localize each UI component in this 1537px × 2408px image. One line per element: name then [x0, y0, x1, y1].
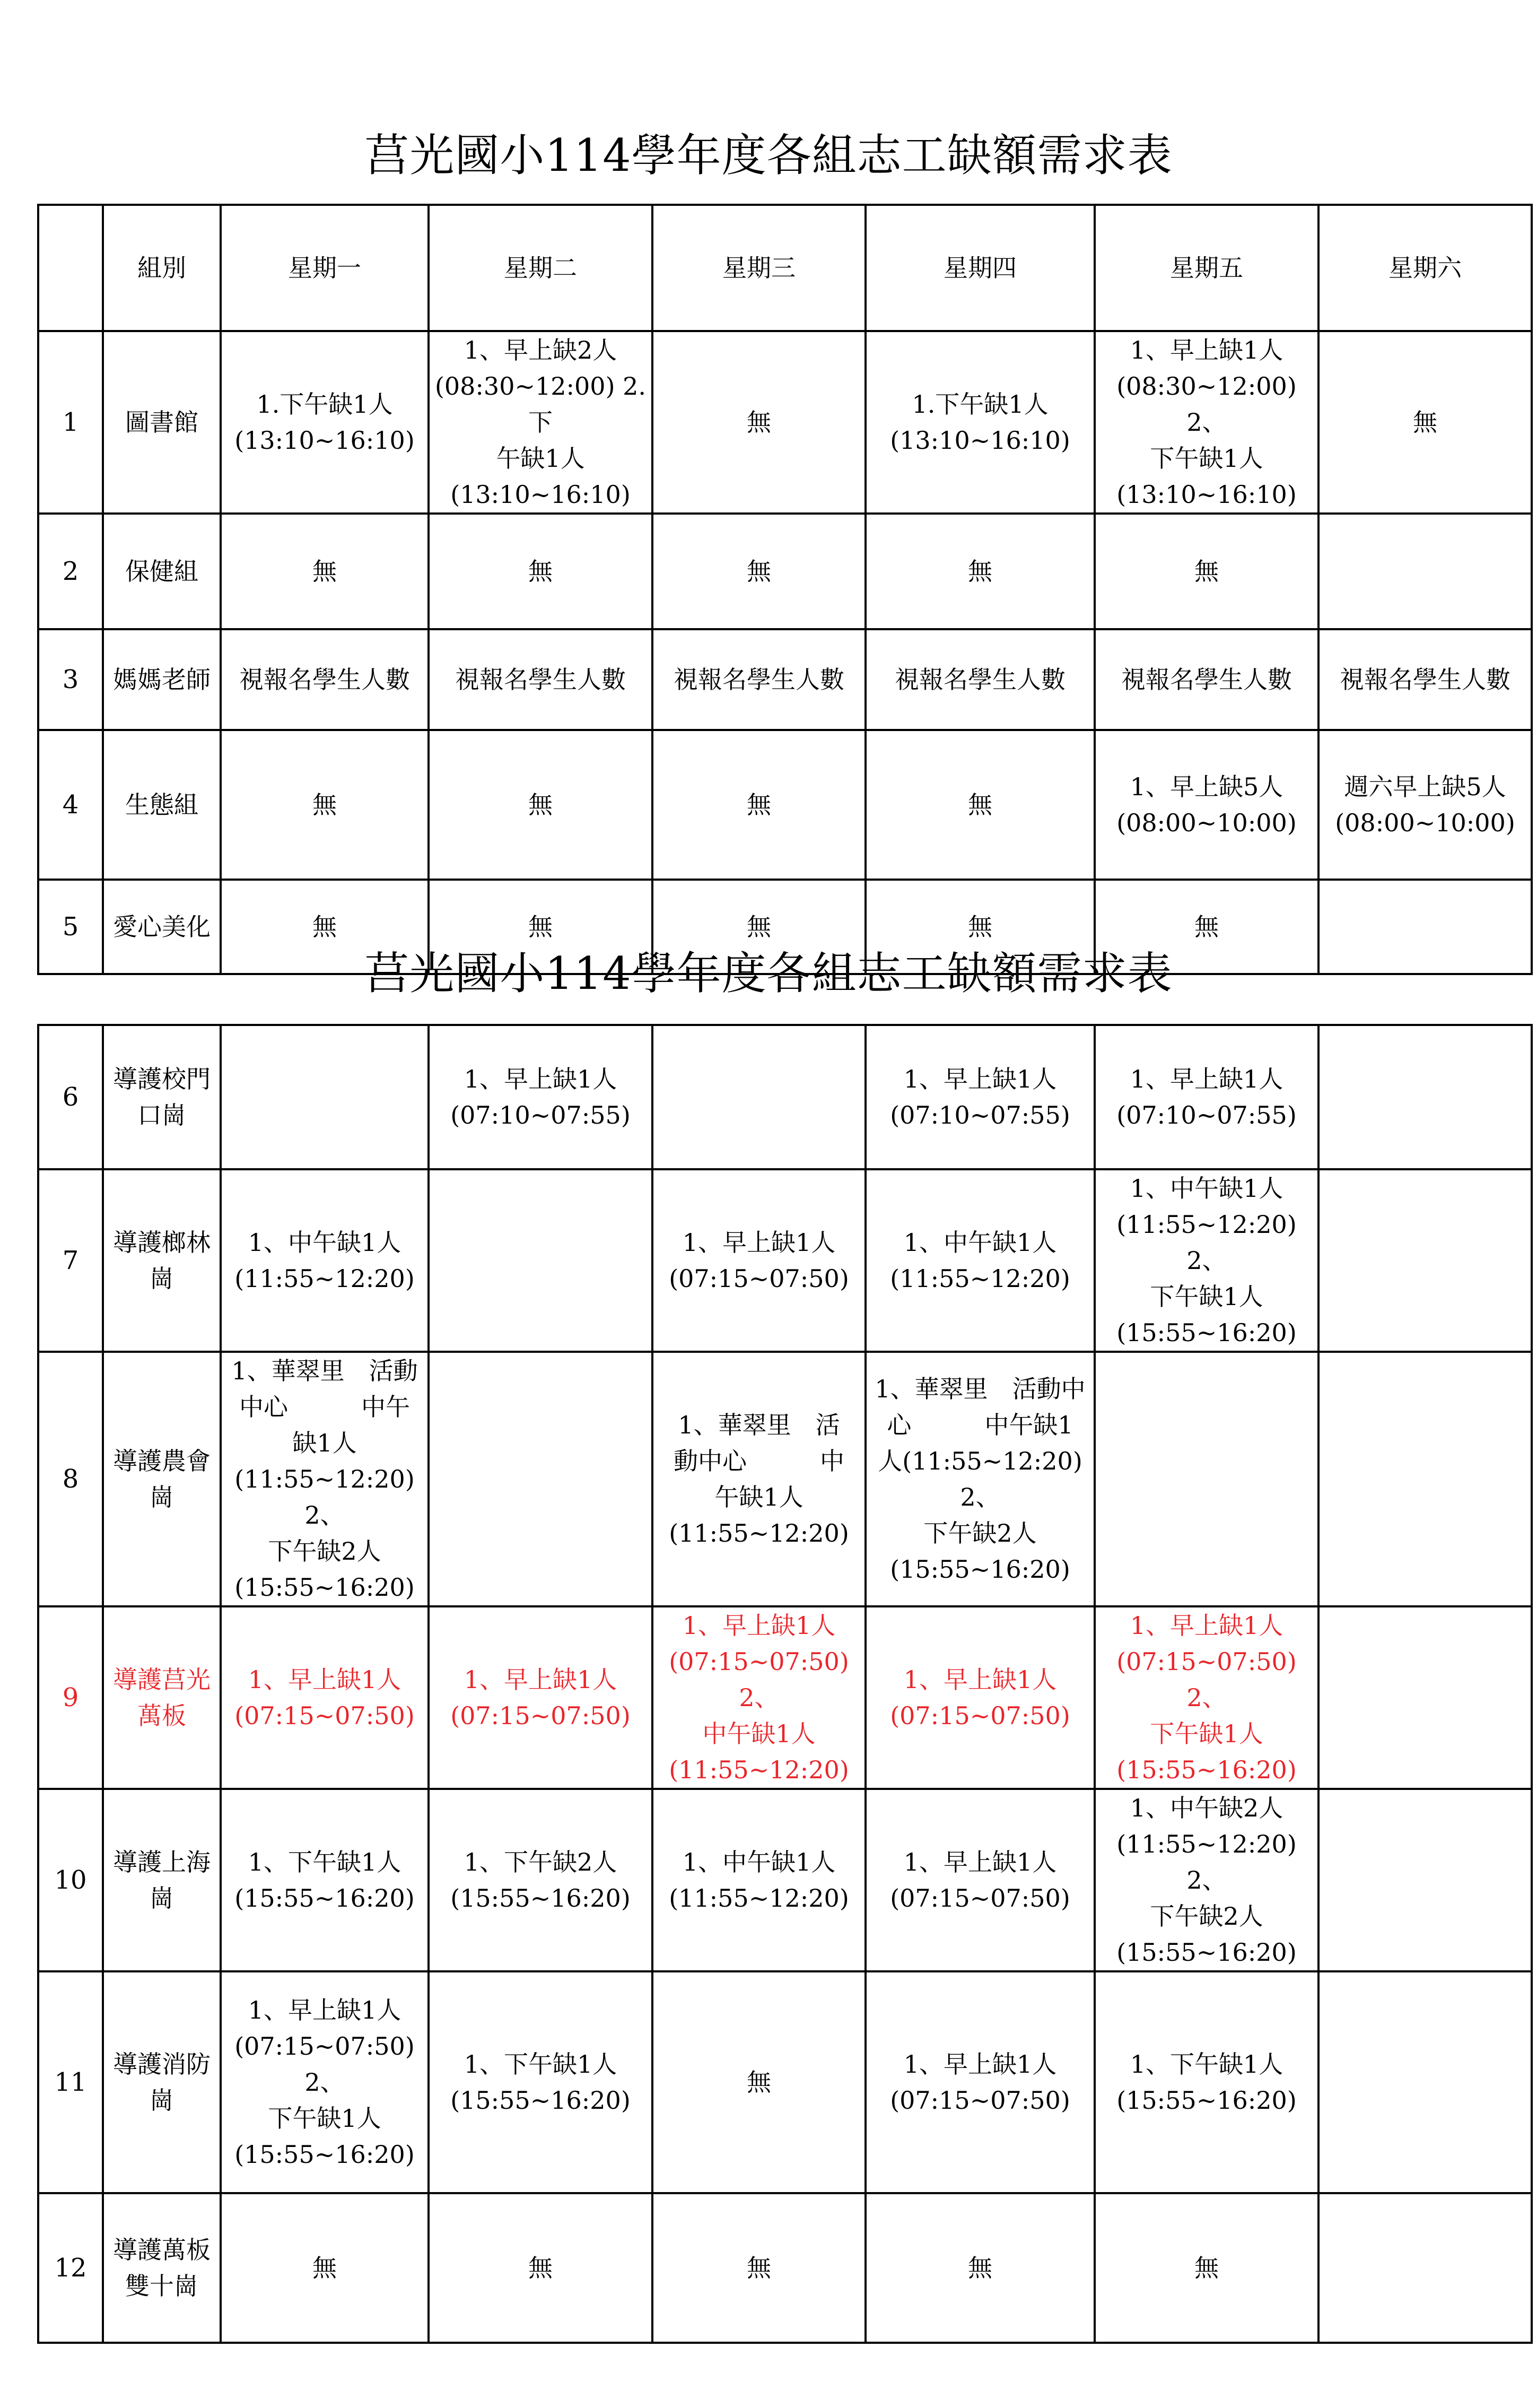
- day-need-text: 視報名學生人數: [1340, 665, 1510, 694]
- day-need-cell: [429, 1025, 652, 1169]
- row-number-cell: 7: [38, 1169, 103, 1352]
- group-name-cell: [103, 1971, 221, 2193]
- day-need-text: 無: [312, 557, 337, 586]
- group-name-text: 導護消防 崗: [113, 2050, 211, 2115]
- day-need-text: 無: [1413, 408, 1437, 437]
- day-need-cell: [429, 629, 652, 730]
- table-row: [38, 1352, 1532, 1606]
- group-name-text: 媽媽老師: [113, 665, 211, 694]
- day-need-text: 1、早上缺1人 (07:15~07:50) 2、 下午缺1人 (15:55~16:20): [1116, 1611, 1297, 1784]
- day-need-cell: [221, 1169, 429, 1352]
- day-need-cell: [866, 1789, 1095, 1971]
- row-number-cell: 9: [38, 1606, 103, 1789]
- row-number-cell: 1: [38, 331, 103, 514]
- day-need-cell: [866, 1606, 1095, 1789]
- group-name-cell: [103, 1169, 221, 1352]
- day-need-cell: [429, 1789, 652, 1971]
- day-need-cell: [1318, 1971, 1532, 2193]
- day-need-text: 週六早上缺5人 (08:00~10:00): [1335, 772, 1515, 837]
- header-day-cell: 星期二: [429, 205, 652, 331]
- header-day-cell: 星期六: [1318, 205, 1532, 331]
- day-need-cell: [429, 1352, 652, 1606]
- header-number-cell: [38, 205, 103, 331]
- header-day-cell: 星期三: [652, 205, 866, 331]
- day-need-text: 1、早上缺1人 (07:10~07:55): [1116, 1065, 1297, 1129]
- day-need-text: 無: [1194, 912, 1219, 941]
- day-need-cell: [1318, 730, 1532, 880]
- group-name-text: 保健組: [125, 557, 198, 586]
- day-need-cell: [866, 514, 1095, 629]
- day-need-text: 1、華翠里 活動中 心 中午缺1 人(11:55~12:20) 2、 下午缺2人 (15:55~16:20): [875, 1375, 1086, 1584]
- day-need-cell: [429, 1971, 652, 2193]
- group-name-cell: [103, 2193, 221, 2343]
- group-name-cell: [103, 1606, 221, 1789]
- day-need-cell: [652, 629, 866, 730]
- volunteer-table-2: [37, 1024, 1533, 2344]
- day-need-cell: [652, 1606, 866, 1789]
- day-need-cell: [866, 629, 1095, 730]
- group-name-text: 導護莒光 萬板: [113, 1665, 211, 1730]
- group-name-text: 導護農會 崗: [113, 1447, 211, 1511]
- day-need-text: 1、早上缺1人 (07:15~07:50): [890, 2050, 1070, 2115]
- day-need-cell: [1095, 1606, 1318, 1789]
- day-need-text: 視報名學生人數: [895, 665, 1066, 694]
- day-need-cell: [652, 1971, 866, 2193]
- day-need-cell: [866, 730, 1095, 880]
- day-need-text: 1、早上缺1人 (07:10~07:55): [890, 1065, 1070, 1129]
- day-need-text: 1、早上缺1人 (07:15~07:50) 2、 中午缺1人 (11:55~12:20): [669, 1611, 849, 1784]
- header-day-cell: 星期一: [221, 205, 429, 331]
- day-need-cell: [1095, 1789, 1318, 1971]
- day-need-cell: [1095, 1971, 1318, 2193]
- day-need-cell: [221, 1789, 429, 1971]
- day-need-cell: [221, 1025, 429, 1169]
- table-row: [38, 1025, 1532, 1169]
- day-need-text: 1、早上缺1人 (07:15~07:50): [669, 1228, 849, 1293]
- group-name-cell: [103, 1789, 221, 1971]
- day-need-cell: [652, 1352, 866, 1606]
- day-need-cell: [1095, 1169, 1318, 1352]
- day-need-text: 無: [528, 557, 553, 586]
- day-need-cell: [429, 2193, 652, 2343]
- day-need-cell: [1318, 1025, 1532, 1169]
- day-need-cell: [1095, 2193, 1318, 2343]
- day-need-text: 無: [747, 2254, 771, 2282]
- day-need-cell: [221, 730, 429, 880]
- day-need-cell: [652, 1025, 866, 1169]
- day-need-text: 1、下午缺1人 (15:55~16:20): [234, 1848, 415, 1913]
- day-need-cell: [429, 514, 652, 629]
- row-number-cell: 11: [38, 1971, 103, 2193]
- day-need-cell: [1318, 1606, 1532, 1789]
- day-need-text: 無: [312, 2254, 337, 2282]
- day-need-cell: [1318, 514, 1532, 629]
- day-need-text: 無: [747, 912, 771, 941]
- group-name-text: 圖書館: [125, 408, 198, 437]
- row-number-cell: 12: [38, 2193, 103, 2343]
- day-need-cell: [652, 1789, 866, 1971]
- group-name-text: 導護榔林 崗: [113, 1228, 211, 1293]
- day-need-text: 無: [968, 557, 992, 586]
- day-need-cell: [429, 730, 652, 880]
- day-need-text: 無: [528, 2254, 553, 2282]
- day-need-text: 無: [747, 408, 771, 437]
- day-need-cell: [1095, 331, 1318, 514]
- day-need-cell: [1095, 1352, 1318, 1606]
- day-need-cell: [652, 2193, 866, 2343]
- day-need-cell: [429, 331, 652, 514]
- day-need-text: 1、中午缺1人 (11:55~12:20): [890, 1228, 1070, 1293]
- page-title: 莒光國小114學年度各組志工缺額需求表: [364, 129, 1173, 181]
- table-row: [38, 2193, 1532, 2343]
- table-row: [38, 1606, 1532, 1789]
- day-need-text: 無: [528, 912, 553, 941]
- day-need-text: 無: [1194, 2254, 1219, 2282]
- day-need-text: 無: [968, 2254, 992, 2282]
- day-need-cell: [1318, 331, 1532, 514]
- group-name-cell: [103, 514, 221, 629]
- day-need-cell: [429, 1169, 652, 1352]
- day-need-cell: [221, 1352, 429, 1606]
- day-need-text: 1、下午缺2人 (15:55~16:20): [450, 1848, 631, 1913]
- day-need-text: 1、華翠里 活 動中心 中 午缺1人 (11:55~12:20): [669, 1411, 849, 1548]
- day-need-text: 視報名學生人數: [455, 665, 626, 694]
- day-need-cell: [1095, 1025, 1318, 1169]
- day-need-text: 無: [968, 790, 992, 819]
- day-need-text: 1、下午缺1人 (15:55~16:20): [1116, 2050, 1297, 2115]
- day-need-text: 無: [1194, 557, 1219, 586]
- day-need-text: 無: [312, 912, 337, 941]
- day-need-cell: [1095, 730, 1318, 880]
- row-number-cell: 5: [38, 880, 103, 974]
- day-need-text: 視報名學生人數: [674, 665, 844, 694]
- group-name-text: 生態組: [125, 790, 198, 819]
- day-need-text: 1、早上缺1人 (07:15~07:50): [450, 1665, 631, 1730]
- row-number-cell: 10: [38, 1789, 103, 1971]
- day-need-cell: [1095, 514, 1318, 629]
- table-row: [38, 1971, 1532, 2193]
- day-need-text: 1、中午缺1人 (11:55~12:20) 2、 下午缺1人 (15:55~16:20): [1116, 1174, 1297, 1347]
- day-need-text: 無: [528, 790, 553, 819]
- group-name-cell: [103, 331, 221, 514]
- day-need-text: 1.下午缺1人 (13:10~16:10): [890, 390, 1070, 455]
- day-need-text: 1、下午缺1人 (15:55~16:20): [450, 2050, 631, 2115]
- day-need-cell: [652, 730, 866, 880]
- group-name-cell: [103, 1352, 221, 1606]
- row-number-cell: 8: [38, 1352, 103, 1606]
- group-name-cell: [103, 730, 221, 880]
- day-need-text: 1、早上缺2人 (08:30~12:00) 2.下 午缺1人 (13:10~16:10): [434, 336, 647, 509]
- day-need-cell: [1318, 1789, 1532, 1971]
- day-need-cell: [221, 2193, 429, 2343]
- day-need-cell: [866, 1169, 1095, 1352]
- day-need-cell: [866, 1352, 1095, 1606]
- day-need-cell: [652, 1169, 866, 1352]
- day-need-cell: [221, 514, 429, 629]
- day-need-cell: [652, 331, 866, 514]
- day-need-text: 1、早上缺1人 (07:15~07:50): [234, 1665, 415, 1730]
- table-row: [38, 331, 1532, 514]
- day-need-text: 1、早上缺1人 (07:15~07:50): [890, 1848, 1070, 1913]
- day-need-cell: [1318, 1352, 1532, 1606]
- row-number-cell: 3: [38, 629, 103, 730]
- day-need-cell: [1318, 629, 1532, 730]
- day-need-text: 視報名學生人數: [239, 665, 410, 694]
- table-row: [38, 629, 1532, 730]
- table-row: [38, 514, 1532, 629]
- day-need-cell: [866, 2193, 1095, 2343]
- day-need-cell: [221, 1971, 429, 2193]
- day-need-text: 1、早上缺5人 (08:00~10:00): [1116, 772, 1297, 837]
- row-number-cell: 2: [38, 514, 103, 629]
- group-name-cell: [103, 629, 221, 730]
- day-need-cell: [221, 629, 429, 730]
- header-day-cell: 星期五: [1095, 205, 1318, 331]
- page-title-second: 莒光國小114學年度各組志工缺額需求表: [364, 947, 1173, 999]
- day-need-cell: [652, 514, 866, 629]
- table-row: [38, 1169, 1532, 1352]
- row-number-cell: 6: [38, 1025, 103, 1169]
- group-name-text: 導護上海 崗: [113, 1848, 211, 1913]
- table-row: [38, 730, 1532, 880]
- day-need-cell: [1095, 629, 1318, 730]
- day-need-text: 1.下午缺1人 (13:10~16:10): [234, 390, 415, 455]
- volunteer-table-1: [37, 204, 1533, 975]
- day-need-cell: [1318, 2193, 1532, 2343]
- group-name-text: 愛心美化: [113, 912, 211, 941]
- day-need-text: 無: [968, 912, 992, 941]
- day-need-text: 1、早上缺1人 (07:10~07:55): [450, 1065, 631, 1129]
- group-name-text: 導護校門 口崗: [113, 1065, 211, 1129]
- day-need-text: 1、中午缺2人 (11:55~12:20) 2、 下午缺2人 (15:55~16:20): [1116, 1794, 1297, 1967]
- day-need-text: 無: [312, 790, 337, 819]
- day-need-cell: [866, 1025, 1095, 1169]
- day-need-text: 1、早上缺1人 (08:30~12:00) 2、 下午缺1人 (13:10~16:10): [1116, 336, 1297, 509]
- day-need-cell: [221, 331, 429, 514]
- header-day-cell: 星期四: [866, 205, 1095, 331]
- day-need-text: 1、中午缺1人 (11:55~12:20): [234, 1228, 415, 1293]
- day-need-text: 1、中午缺1人 (11:55~12:20): [669, 1848, 849, 1913]
- day-need-text: 視報名學生人數: [1121, 665, 1292, 694]
- group-name-cell: [103, 1025, 221, 1169]
- day-need-text: 無: [747, 790, 771, 819]
- day-need-text: 1、早上缺1人 (07:15~07:50): [890, 1665, 1070, 1730]
- day-need-text: 1、早上缺1人 (07:15~07:50) 2、 下午缺1人 (15:55~16:20): [234, 1996, 415, 2169]
- table-row: [38, 1789, 1532, 1971]
- group-name-text: 導護萬板 雙十崗: [113, 2236, 211, 2300]
- header-row: [38, 205, 1532, 331]
- day-need-text: 無: [747, 2068, 771, 2097]
- day-need-text: 1、華翠里 活動 中心 中午 缺1人 (11:55~12:20) 2、 下午缺2人 (15:55~16:20): [231, 1357, 418, 1602]
- day-need-cell: [429, 1606, 652, 1789]
- day-need-cell: [866, 331, 1095, 514]
- day-need-cell: [1318, 1169, 1532, 1352]
- day-need-text: 無: [747, 557, 771, 586]
- day-need-cell: [221, 1606, 429, 1789]
- header-group-cell: 組別: [103, 205, 221, 331]
- row-number-cell: 4: [38, 730, 103, 880]
- day-need-cell: [866, 1971, 1095, 2193]
